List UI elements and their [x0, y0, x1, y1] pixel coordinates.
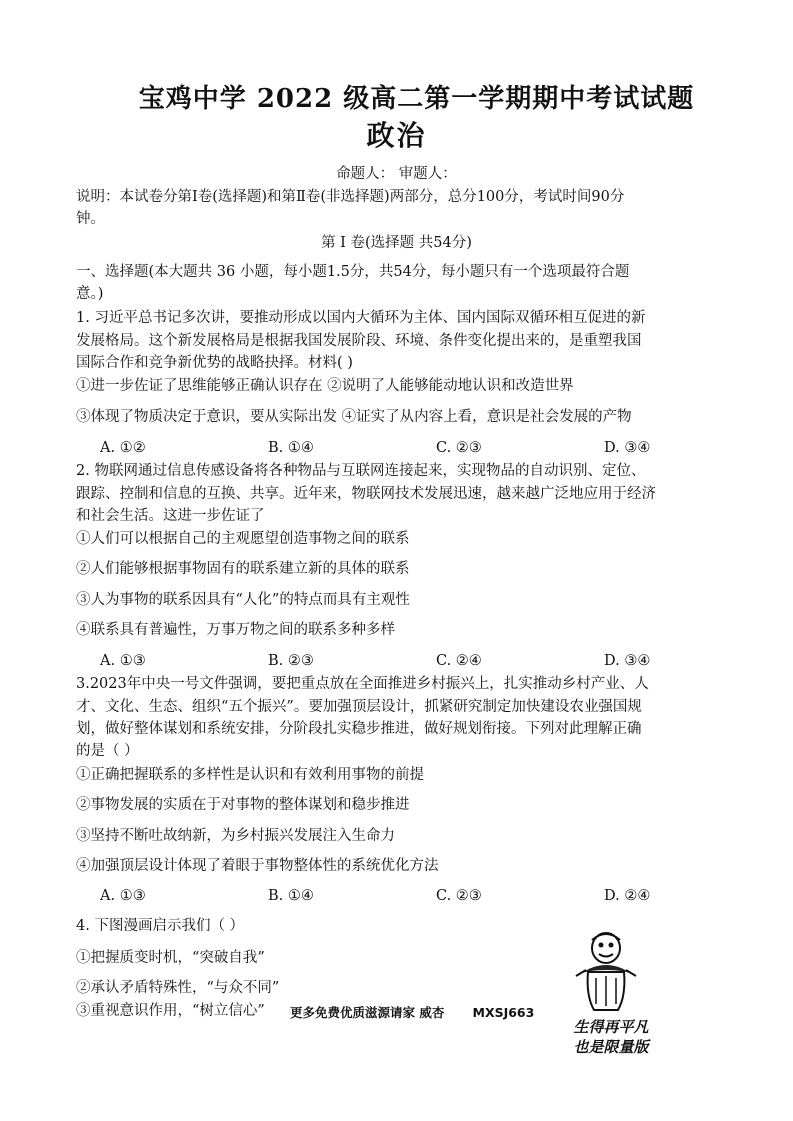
q2-option-a: A. ①③: [100, 653, 146, 669]
q3-line-1: 3.2023年中央一号文件强调，要把重点放在全面推进乡村振兴上，扎实推动乡村产业、人: [76, 676, 649, 692]
section-instruction-1: 一、选择题(本大题共 36 小题，每小题1.5分，共54分，每小题只有一个选项最符合题: [76, 264, 630, 280]
q3-statement-2: ②事物发展的实质在于对事物的整体谋划和稳步推进: [76, 797, 410, 813]
q3-option-b: B. ①④: [268, 888, 314, 904]
q3-line-2: 才、文化、生态、组织“五个振兴”。要加强顶层设计，抓紧研究制定加快建设农业强国规: [76, 699, 642, 715]
q1-line-3: 国际合作和竞争新优势的战略抉择。材料( ): [76, 355, 353, 371]
cartoon-caption-1: 生得再平凡: [573, 1018, 649, 1036]
q1-line-1: 1. 习近平总书记多次讲，要推动形成以国内大循环为主体、国内国际双循环相互促进的新: [76, 310, 646, 326]
q2-line-3: 和社会生活。这进一步佐证了: [76, 508, 265, 524]
q4-statement-1: ①把握质变时机，“突破自我”: [76, 950, 265, 966]
q3-options: [100, 888, 660, 904]
q3-option-a: A. ①③: [100, 888, 146, 904]
q4-line-1: 4. 下图漫画启示我们（ ）: [76, 918, 245, 934]
q4-statement-2: ②承认矛盾特殊性，“与众不同”: [76, 980, 280, 996]
q2-option-b: B. ②③: [268, 653, 314, 669]
q3-line-3: 划，做好整体谋划和系统安排，分阶段扎实稳步推进，做好规划衔接。下列对此理解正确: [76, 721, 642, 737]
watermark-ad: [290, 1003, 534, 1021]
q2-statement-2: ②人们能够根据事物固有的联系建立新的具体的联系: [76, 561, 410, 577]
intro-line-2: 钟。: [76, 211, 105, 227]
q1-option-c: C. ②③: [436, 440, 482, 456]
q3-line-4: 的是（ ）: [76, 743, 139, 759]
subject-title: 政治: [366, 119, 427, 152]
q3-statement-3: ③坚持不断吐故纳新，为乡村振兴发展注入生命力: [76, 828, 395, 844]
q2-statement-4: ④联系具有普遍性，万事万物之间的联系多种多样: [76, 622, 395, 638]
q3-statement-1: ①正确把握联系的多样性是认识和有效利用事物的前提: [76, 767, 424, 783]
q3-option-c: C. ②③: [436, 888, 482, 904]
q2-statement-1: ①人们可以根据自己的主观愿望创造事物之间的联系: [76, 531, 410, 547]
q3-option-d: D. ②④: [604, 888, 651, 904]
q3-statement-4: ④加强顶层设计体现了着眼于事物整体性的系统优化方法: [76, 858, 439, 874]
q1-option-a: A. ①②: [100, 440, 146, 456]
q1-option-b: B. ①④: [268, 440, 314, 456]
q2-options: [100, 653, 660, 669]
ad-code: MXSJ663: [472, 1005, 535, 1020]
q2-statement-3: ③人为事物的联系因具有“人化”的特点而具有主观性: [76, 592, 410, 608]
section-instruction-2: 意。): [76, 286, 104, 302]
q1-statement-2: ③体现了物质决定于意识，要从实际出发 ④证实了从内容上看，意识是社会发展的产物: [76, 409, 632, 425]
q1-options: [100, 440, 660, 456]
q4-statement-3: ③重视意识作用，“树立信心”: [76, 1003, 265, 1019]
intro-line-1: 说明：本试卷分第Ⅰ卷(选择题)和第Ⅱ卷(非选择题)两部分，总分100分，考试时间90分: [76, 189, 625, 205]
cartoon-caption-2: 也是限量版: [573, 1038, 649, 1056]
cartoon-figure-icon: [566, 926, 646, 1016]
section-title: 第 Ⅰ 卷(选择题 共54分): [321, 235, 472, 251]
q1-statement-1: ①进一步佐证了思维能够正确认识存在 ②说明了人能够能动地认识和改造世界: [76, 378, 574, 394]
q2-option-d: D. ③④: [604, 653, 651, 669]
q1-option-d: D. ③④: [604, 440, 651, 456]
authors-line: 命题人： 审题人：: [336, 166, 457, 182]
exam-title: 宝鸡中学 2022 级高二第一学期期中考试试题: [138, 84, 695, 114]
q2-line-2: 跟踪、控制和信息的互换、共享。近年来，物联网技术发展迅速，越来越广泛地应用于经济: [76, 486, 656, 502]
ad-text: 更多免费优质滋源请家 威杏: [290, 1005, 445, 1020]
q2-option-c: C. ②④: [436, 653, 482, 669]
q2-line-1: 2. 物联网通过信息传感设备将各种物品与互联网连接起来，实现物品的自动识别、定位、: [76, 463, 646, 479]
q1-line-2: 发展格局。这个新发展格局是根据我国发展阶段、环境、条件变化提出来的，是重塑我国: [76, 333, 642, 349]
